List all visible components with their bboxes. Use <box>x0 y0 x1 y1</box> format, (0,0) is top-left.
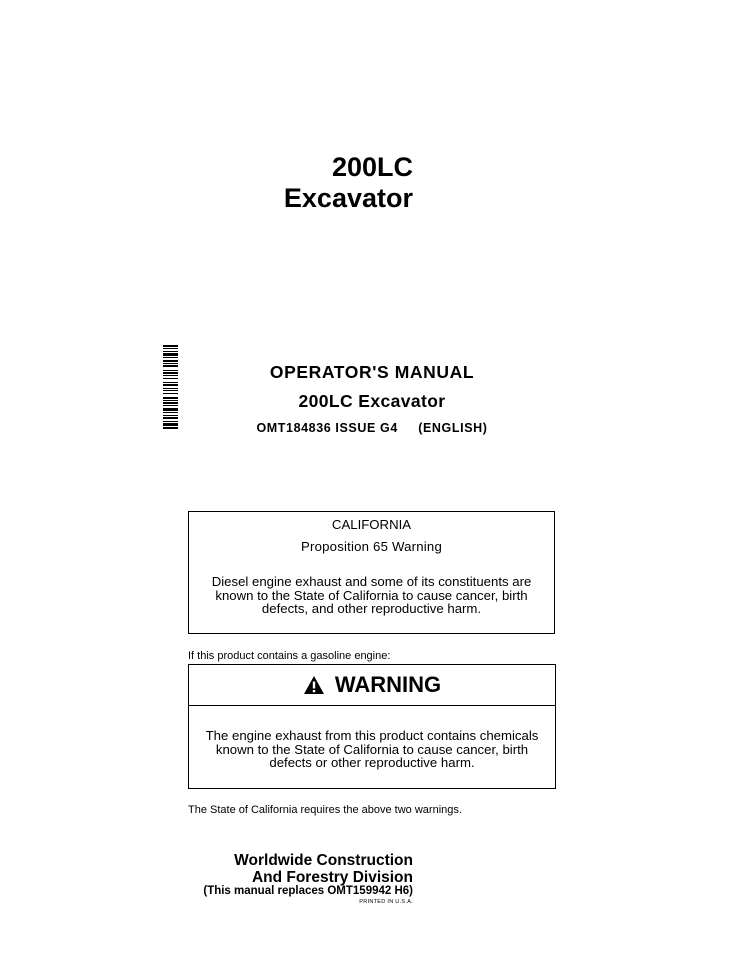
gasoline-engine-note: If this product contains a gasoline engine: <box>188 650 391 662</box>
barcode-image <box>163 345 178 468</box>
printed-in-note: PRINTED IN U.S.A. <box>359 899 413 905</box>
warning-header <box>189 665 555 706</box>
publisher-division <box>150 852 413 886</box>
division-line-1: Worldwide Construction <box>234 852 413 869</box>
manual-title: OPERATOR'S MANUAL <box>269 362 475 382</box>
cover-model-title: 200LC <box>331 152 413 182</box>
california-warning-box <box>188 511 555 634</box>
proposition-65-heading: Proposition 65 Warning <box>301 539 442 554</box>
cover-machine-title: Excavator <box>283 183 413 213</box>
warning-text: The engine exhaust from this product contains chemicals known to the State of California to cause cancer, birth defects or other reproductive harm. <box>205 728 539 770</box>
warning-triangle-icon <box>303 675 325 695</box>
division-line-2: And Forestry Division <box>251 869 413 886</box>
warning-heading: WARNING <box>334 672 442 697</box>
california-warning-text: Diesel engine exhaust and some of its constituents are known to the State of California to cause cancer, birth defects, and other reproductive harm. <box>211 574 532 616</box>
manual-code: OMT184836 ISSUE G4 (ENGLISH) <box>256 421 488 435</box>
state-requirement-note: The State of California requires the above two warnings. <box>188 804 462 816</box>
replaces-note: (This manual replaces OMT159942 H6) <box>203 885 413 897</box>
gasoline-warning-box <box>188 664 556 789</box>
california-heading: CALIFORNIA <box>331 517 412 532</box>
manual-subtitle: 200LC Excavator <box>298 391 446 411</box>
